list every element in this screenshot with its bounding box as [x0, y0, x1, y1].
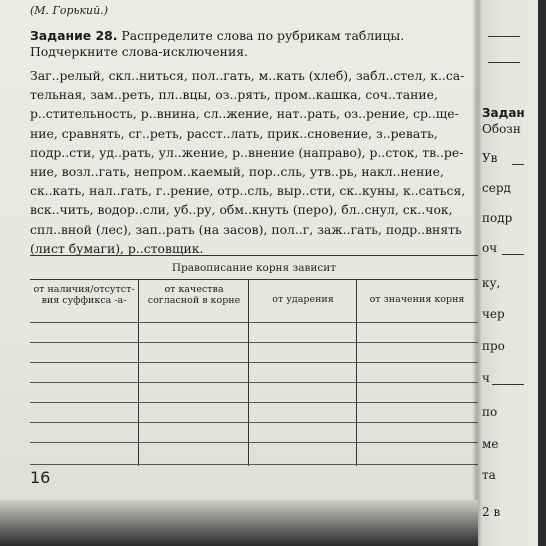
right-page [478, 0, 538, 546]
word-line: р..стительность, р..внина, сл..жение, нат..рать, оз..рение, ср..ще- [30, 106, 459, 122]
right-page-fragment: серд [482, 181, 511, 195]
right-page-fragment: Обозн [482, 122, 521, 136]
table-row-line [30, 342, 478, 343]
table-row-line [30, 382, 478, 383]
right-page-fragment: ку, [482, 276, 501, 290]
book-fold [472, 0, 482, 546]
table-body [30, 279, 478, 466]
answer-line [502, 254, 524, 255]
right-page-fragment: по [482, 405, 498, 419]
column-divider [356, 280, 357, 466]
word-line: Заг..релый, скл..ниться, пол..гать, м..кать (хлеб), забл..стел, к..са- [30, 68, 465, 83]
answer-line [492, 384, 524, 385]
right-page-fragment: чер [482, 307, 505, 321]
table-row-line [30, 322, 478, 323]
word-line: ние, сравнять, сг..реть, расст..лать, прик..сновение, з..ревать, [30, 125, 438, 141]
table-row-line [30, 422, 478, 423]
spelling-table [30, 255, 478, 465]
task-instruction: Распределите слова по рубрикам таблицы. Подчеркните слова-исключения. [30, 28, 405, 59]
table-row-line [30, 362, 478, 363]
right-page-fragment: Ув [482, 151, 498, 165]
right-page-fragment: 2 в [482, 505, 501, 519]
word-line: подр..сти, уд..рать, ул..жение, р..внение (направо), р..сток, тв..ре- [30, 144, 464, 160]
word-line: ние, возл..гать, непром..каемый, пор..сль, утв..рь, накл..нение, [30, 164, 444, 180]
column-header-suffix: от наличия/отсутст-вия суффикса -а- [33, 284, 135, 306]
answer-line [488, 62, 520, 63]
author-attribution: (М. Горький.) [30, 4, 109, 17]
right-page-fragment: та [482, 468, 496, 482]
column-header-stress: от ударения [272, 294, 334, 305]
word-line: тельная, зам..реть, пл..вцы, оз..рять, пром..кашка, соч..тание, [30, 87, 438, 103]
word-line: спл..вной (лес), зап..рать (на засов), пол..г, заж..гать, подр..внять [30, 221, 462, 237]
right-page-fragment: ч [482, 371, 490, 385]
word-line: (лист бумаги), р..стовщик. [30, 240, 204, 256]
right-page-fragment: про [482, 339, 505, 353]
answer-line [512, 164, 524, 165]
right-page-fragment: оч [482, 241, 498, 255]
table-header: Правописание корня зависит [30, 255, 478, 280]
word-list [30, 66, 478, 258]
column-divider [138, 280, 139, 466]
column-header-consonant: от качества согласной в корне [147, 284, 241, 306]
task-label: Задание 28. [30, 28, 118, 43]
answer-line [488, 36, 520, 37]
right-page-fragment: Задан [482, 106, 525, 120]
table-row-line [30, 402, 478, 403]
right-page-fragment: подр [482, 211, 513, 225]
right-page-fragment: ме [482, 437, 499, 451]
page-bottom-shadow [0, 500, 478, 546]
task-heading [30, 28, 475, 60]
table-row-line [30, 464, 478, 465]
table-row-line [30, 442, 478, 443]
word-line: вск..чить, водор..сли, уб..ру, обм..кнуть (перо), бл..снул, ск..чок, [30, 202, 453, 218]
column-header-meaning: от значения корня [369, 294, 465, 305]
word-line: ск..кать, нал..гать, г..рение, отр..сль, выр..сти, ск..куны, к..саться, [30, 183, 466, 199]
page-number: 16 [30, 468, 51, 487]
column-divider [248, 280, 249, 466]
